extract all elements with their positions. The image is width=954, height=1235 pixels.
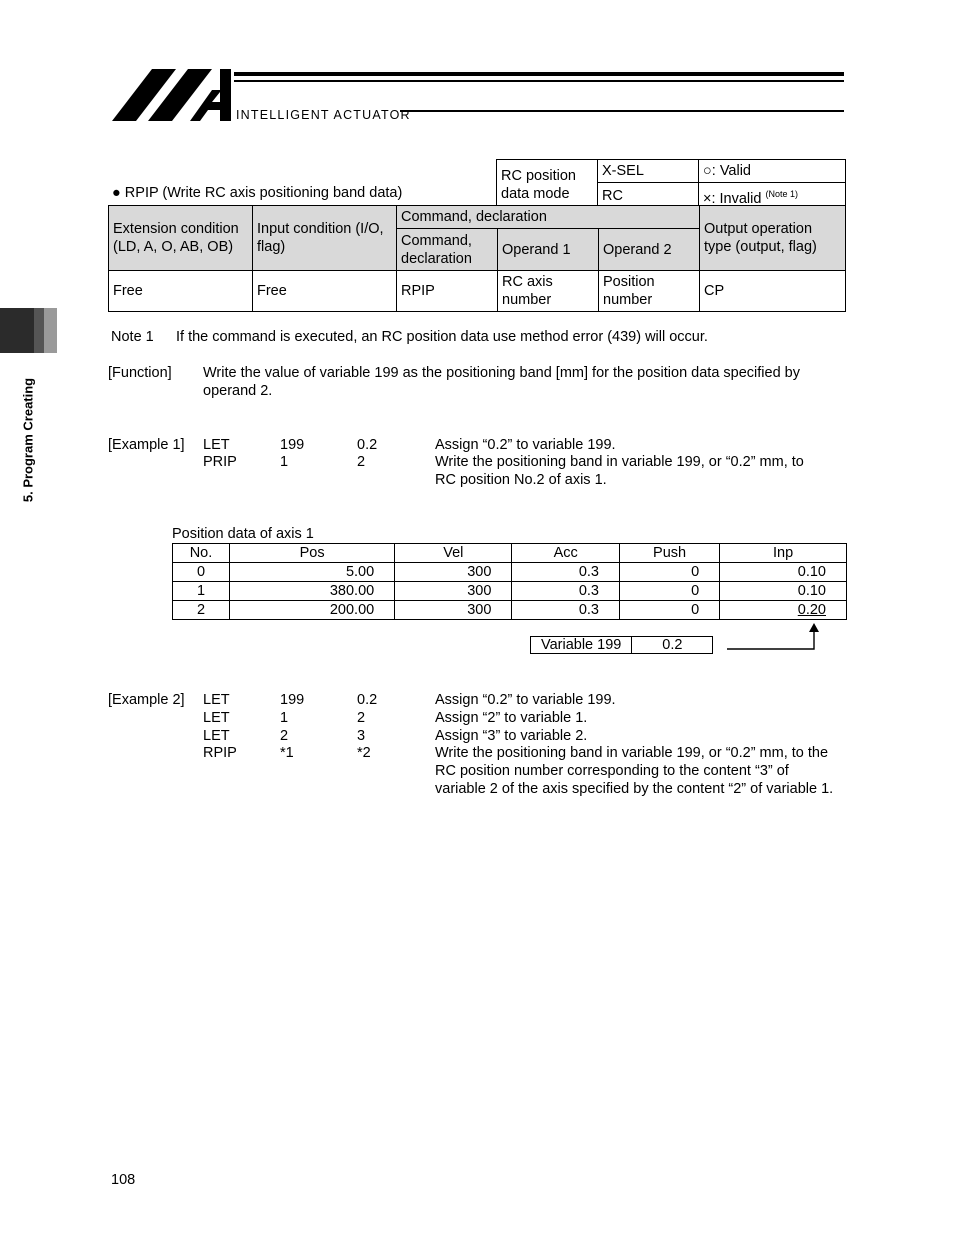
- example-cmd: LET: [203, 437, 230, 453]
- cell: Free: [109, 271, 253, 312]
- position-table-caption: Position data of axis 1: [172, 526, 314, 542]
- header-rule-thick: [234, 72, 844, 76]
- example-op2: *2: [357, 745, 371, 761]
- cell: 1: [173, 582, 230, 601]
- cell: RPIP: [397, 271, 498, 312]
- table-row: [173, 563, 847, 582]
- cell: 0.10: [720, 582, 847, 601]
- section-title: [112, 185, 402, 201]
- cell: Position number: [599, 271, 700, 312]
- section-title-text: RPIP (Write RC axis positioning band data): [124, 185, 403, 201]
- header-rule-bottom: [400, 110, 844, 112]
- cell: 300: [395, 563, 512, 582]
- example-op1: 1: [280, 710, 289, 726]
- example-op1: 1: [280, 454, 289, 470]
- side-tab-marker-mid: [34, 308, 44, 353]
- arrow-icon: [727, 623, 827, 653]
- cell: 2: [173, 601, 230, 620]
- example-desc: Write the positioning band in variable 199, or “0.2” mm, to the: [435, 745, 829, 761]
- rc-position-mode-table: [496, 159, 846, 211]
- example-cmd: LET: [203, 728, 230, 744]
- col-command: Command, declaration: [397, 229, 498, 271]
- example-op1: 199: [280, 437, 305, 453]
- example-desc: RC position number corresponding to the content “3” of: [435, 763, 789, 779]
- example-cmd: LET: [203, 692, 230, 708]
- variable-value: 0.2: [632, 637, 713, 654]
- cell: 300: [395, 601, 512, 620]
- example-cmd: RPIP: [203, 745, 237, 761]
- function-label: [Function]: [108, 365, 172, 381]
- cell: Free: [253, 271, 397, 312]
- example-op1: *1: [280, 745, 294, 761]
- position-table: [172, 543, 847, 620]
- example-desc: Assign “3” to variable 2.: [435, 728, 588, 744]
- function-text: Write the value of variable 199 as the positioning band [mm] for the position data specified by: [203, 365, 800, 381]
- col-operand-2: Operand 2: [599, 229, 700, 271]
- mode-header: RC position data mode: [497, 160, 598, 211]
- inp-value-highlight: 0.20: [797, 602, 826, 618]
- col-header: Push: [619, 544, 719, 563]
- mode-controller: X-SEL: [598, 160, 699, 183]
- example-desc: RC position No.2 of axis 1.: [435, 472, 607, 488]
- example-op1: 199: [280, 692, 305, 708]
- side-tab-label: 5. Program Creating: [20, 377, 36, 503]
- example-desc: Assign “0.2” to variable 199.: [435, 437, 616, 453]
- cell: 0: [173, 563, 230, 582]
- cell: 0: [619, 601, 719, 620]
- cell: 0.3: [512, 601, 620, 620]
- example-desc: Assign “2” to variable 1.: [435, 710, 588, 726]
- cell: 0: [619, 582, 719, 601]
- example-cmd: PRIP: [203, 454, 237, 470]
- side-tab-marker: [0, 308, 34, 353]
- col-header: Acc: [512, 544, 620, 563]
- note-1-text: If the command is executed, an RC position data use method error (439) will occur.: [176, 329, 708, 345]
- cell: CP: [700, 271, 846, 312]
- company-logo: [110, 68, 235, 122]
- example-op1: 2: [280, 728, 289, 744]
- cell: 5.00: [230, 563, 395, 582]
- cell: 300: [395, 582, 512, 601]
- table-row: [173, 601, 847, 620]
- cell: RC axis number: [498, 271, 599, 312]
- bullet-icon: ●: [112, 185, 121, 201]
- col-command-group: Command, declaration: [397, 206, 700, 229]
- cell: 0.3: [512, 563, 620, 582]
- example-2-label: [Example 2]: [108, 692, 185, 708]
- col-header: Inp: [720, 544, 847, 563]
- cell-highlight: [720, 601, 847, 620]
- mode-status: ○: Valid: [699, 160, 846, 183]
- col-extension-condition: Extension condition (LD, A, O, AB, OB): [109, 206, 253, 271]
- mode-status: ×: Invalid: [703, 190, 762, 207]
- example-desc: variable 2 of the axis specified by the content “2” of variable 1.: [435, 781, 834, 797]
- example-desc: Assign “0.2” to variable 199.: [435, 692, 616, 708]
- col-operand-1: Operand 1: [498, 229, 599, 271]
- example-op2: 3: [357, 728, 366, 744]
- table-row: [173, 582, 847, 601]
- example-op2: 0.2: [357, 437, 378, 453]
- cell: 0: [619, 563, 719, 582]
- mode-note-ref: (Note 1): [765, 189, 798, 199]
- side-tab-marker-light: [44, 308, 57, 353]
- col-output-type: Output operation type (output, flag): [700, 206, 846, 271]
- variable-label: Variable 199: [531, 637, 632, 654]
- function-text: operand 2.: [203, 383, 273, 399]
- cell: 200.00: [230, 601, 395, 620]
- cell: 380.00: [230, 582, 395, 601]
- col-input-condition: Input condition (I/O, flag): [253, 206, 397, 271]
- example-1-label: [Example 1]: [108, 437, 185, 453]
- example-desc: Write the positioning band in variable 199, or “0.2” mm, to: [435, 454, 804, 470]
- page-number: 108: [111, 1172, 136, 1188]
- col-header: Vel: [395, 544, 512, 563]
- col-header: No.: [173, 544, 230, 563]
- header-rule-mid: [234, 80, 844, 82]
- logo-text: INTELLIGENT ACTUATOR: [236, 108, 411, 122]
- mode-controller: RC: [598, 183, 699, 211]
- example-op2: 0.2: [357, 692, 378, 708]
- note-1-label: Note 1: [111, 329, 154, 345]
- command-table: [108, 205, 846, 312]
- col-header: Pos: [230, 544, 395, 563]
- cell: 0.3: [512, 582, 620, 601]
- example-cmd: LET: [203, 710, 230, 726]
- example-op2: 2: [357, 454, 366, 470]
- example-op2: 2: [357, 710, 366, 726]
- variable-box: [530, 636, 713, 654]
- cell: 0.10: [720, 563, 847, 582]
